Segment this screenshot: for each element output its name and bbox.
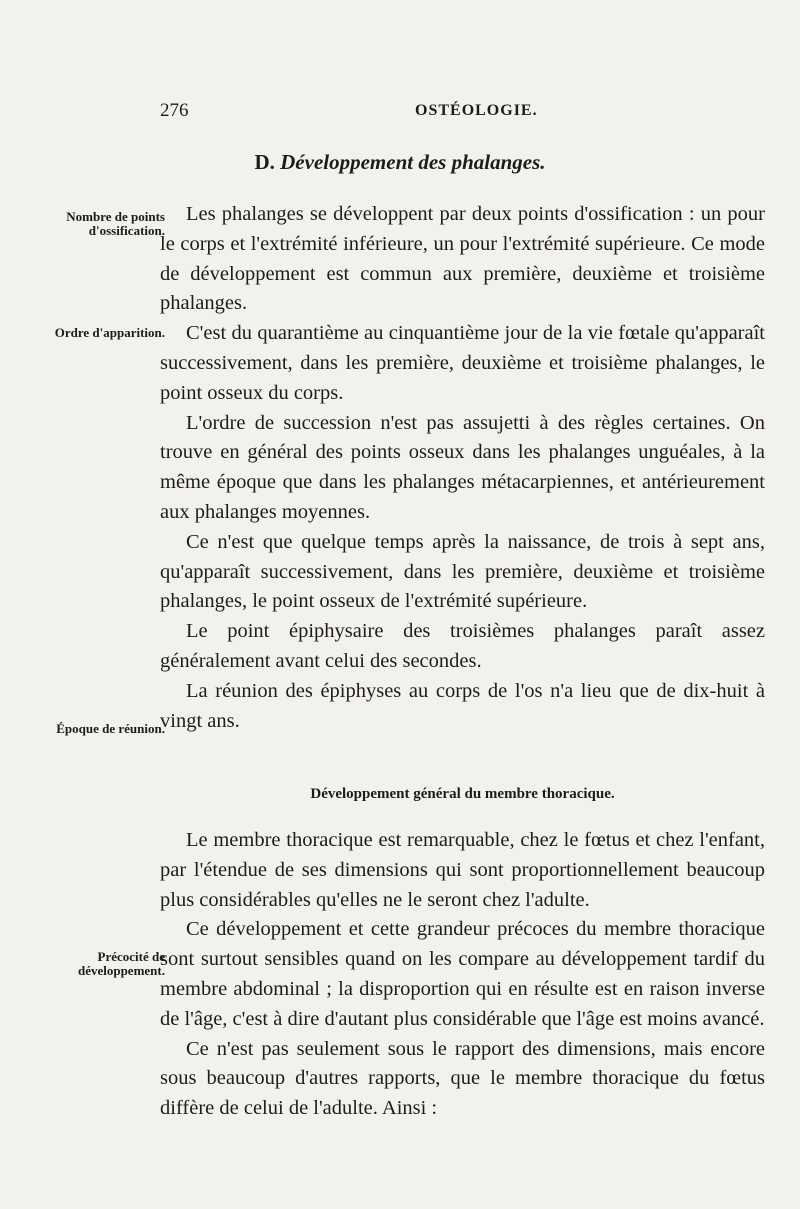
- page-header: [160, 100, 760, 130]
- subheading: Développement général du membre thoracique.: [310, 786, 615, 802]
- paragraph: La réunion des épiphyses au corps de l'os n'a lieu que de dix-huit à vingt ans.: [160, 679, 765, 732]
- paragraph: Ce n'est que quelque temps après la naissance, de trois à sept ans, qu'apparaît successivement, dans les première, deuxième et troisième phalanges, le point osseux de l'extrémité supérieure.: [160, 530, 765, 613]
- section-title: [0, 150, 800, 175]
- paragraph: Le membre thoracique est remarquable, chez le fœtus et chez l'enfant, par l'étendue de ses dimensions qui sont proportionnellement beaucoup plus considérables qu'elles ne le seront chez l'adulte.: [160, 829, 765, 911]
- margin-note: Époque de réunion.: [56, 721, 165, 736]
- margin-note: Précocité de développement.: [77, 949, 165, 978]
- margin-note: Nombre de points d'ossification.: [66, 209, 165, 238]
- body-text-part2: [160, 826, 765, 1124]
- section-letter: D.: [254, 150, 275, 174]
- section-title-text: Développement des phalanges.: [280, 150, 546, 174]
- paragraph: Ce développement et cette grandeur précoces du membre thoracique sont surtout sensibles quand on les compare au développement tardif du membre abdominal ; la disproportion qui en résulte est en raison inverse de l'âge, c'est à dire d'autant plus considérable que l'âge est moins avancé.: [160, 918, 765, 1030]
- paragraph: L'ordre de succession n'est pas assujetti à des règles certaines. On trouve en général des points osseux dans les phalanges unguéales, à la même époque que dans les phalanges métacarpiennes, et antérieurement aux phalanges moyennes.: [160, 411, 765, 523]
- page-number: 276: [160, 100, 189, 121]
- body-text-part1: [160, 200, 765, 736]
- margin-note: Ordre d'apparition.: [54, 325, 165, 340]
- paragraph: Ce n'est pas seulement sous le rapport des dimensions, mais encore sous beaucoup d'autres rapports, que le membre thoracique du fœtus diffère de celui de l'adulte. Ainsi :: [160, 1037, 765, 1120]
- running-title: OSTÉOLOGIE.: [415, 102, 538, 119]
- paragraph: C'est du quarantième au cinquantième jour de la vie fœtale qu'apparaît successivement, dans les première, deuxième et troisième phalanges, le point osseux du corps.: [160, 322, 765, 404]
- paragraph: Les phalanges se développent par deux points d'ossification : un pour le corps et l'extrémité inférieure, un pour l'extrémité supérieure. Ce mode de développement est commun aux première, deuxième et troisième phalanges.: [160, 203, 765, 315]
- paragraph: Le point épiphysaire des troisièmes phalanges paraît assez généralement avant celui des secondes.: [160, 620, 765, 672]
